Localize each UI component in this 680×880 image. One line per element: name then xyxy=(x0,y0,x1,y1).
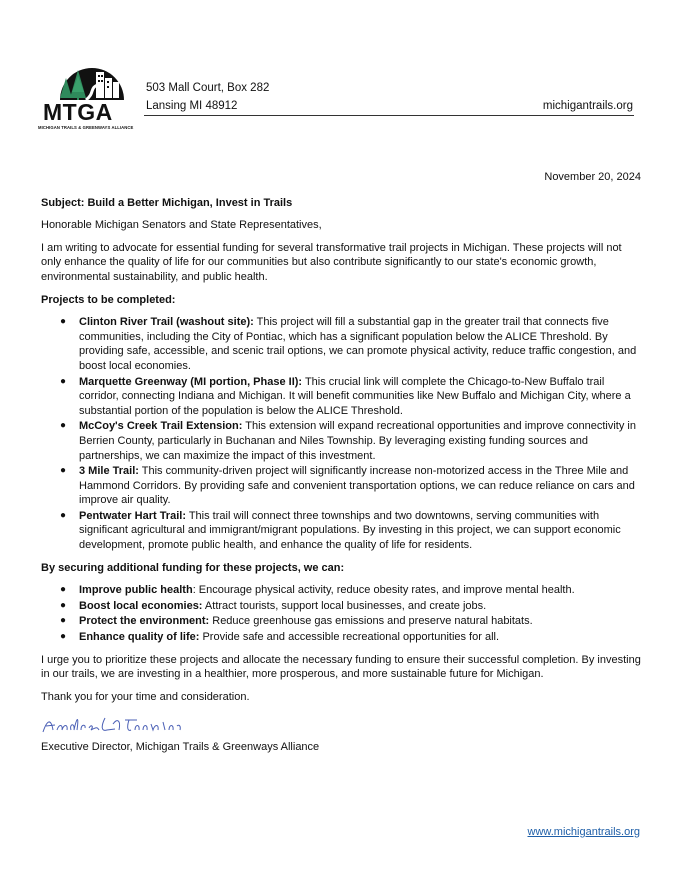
address-street: 503 Mall Court, Box 282 xyxy=(146,82,270,94)
bullet-icon: ● xyxy=(60,509,67,521)
list-item xyxy=(41,583,641,598)
projects-heading: Projects to be completed: xyxy=(41,293,176,306)
project-name: Pentwater Hart Trail: xyxy=(79,509,186,522)
footer-website-link[interactable]: www.michigantrails.org xyxy=(527,826,640,838)
bullet-icon: ● xyxy=(60,584,67,596)
letter-body xyxy=(41,170,641,763)
project-description: This trail will connect three townships and two downtowns, serving communities with significant agricultural and immigrant/migrant populations. By investing in this project, we can support economic development, promote public health, and enhance the quality of life for residents. xyxy=(79,509,621,552)
bullet-icon: ● xyxy=(60,420,67,432)
benefits-list xyxy=(41,583,641,644)
signature-image xyxy=(41,712,201,738)
header-divider xyxy=(144,115,634,116)
bullet-icon: ● xyxy=(60,316,67,328)
logo-wordmark: MTGA xyxy=(43,99,113,125)
logo-subtitle: MICHIGAN TRAILS & GREENWAYS ALLIANCE xyxy=(38,125,134,130)
letterhead xyxy=(38,52,638,137)
benefit-name: Boost local economies: xyxy=(79,599,203,612)
list-item xyxy=(41,630,641,645)
header-website: michigantrails.org xyxy=(542,100,633,112)
thanks-line: Thank you for your time and consideration. xyxy=(41,690,250,703)
list-item xyxy=(41,464,641,508)
signature xyxy=(41,712,641,738)
mtga-logo xyxy=(38,52,134,134)
project-name: Clinton River Trail (washout site): xyxy=(79,316,254,329)
benefit-description: Provide safe and accessible recreational opportunities for all. xyxy=(199,631,500,644)
list-item xyxy=(41,509,641,553)
letter-date: November 20, 2024 xyxy=(544,171,641,183)
intro-paragraph: I am writing to advocate for essential funding for several transformative trail projects in Michigan. These projects will not only enhance the quality of life for our communities but also contribute significantly to our state's economic growth, environmental sustainability, and public health. xyxy=(41,241,622,283)
address-city: Lansing MI 48912 xyxy=(146,100,238,112)
benefit-description: Reduce greenhouse gas emissions and preserve natural habitats. xyxy=(209,615,533,628)
list-item xyxy=(41,315,641,373)
benefit-description: Attract tourists, support local businesses, and create jobs. xyxy=(202,599,487,612)
benefit-name: Protect the environment: xyxy=(79,615,210,628)
project-name: McCoy's Creek Trail Extension: xyxy=(79,420,243,433)
signer-title: Executive Director, Michigan Trails & Greenways Alliance xyxy=(41,741,320,754)
benefit-name: Improve public health xyxy=(79,584,193,597)
benefit-name: Enhance quality of life: xyxy=(79,631,200,644)
project-description: This community-driven project will significantly increase non-motorized access in the Three Mile and Hammond Corridors. By providing safe and convenient transportation options, we can reduce reliance on cars and improve air quality. xyxy=(79,465,635,507)
subject-line: Subject: Build a Better Michigan, Invest in Trails xyxy=(41,196,293,209)
salutation: Honorable Michigan Senators and State Representatives, xyxy=(41,219,322,232)
bullet-icon: ● xyxy=(60,631,67,643)
list-item xyxy=(41,375,641,419)
project-description: This crucial link will complete the Chicago-to-New Buffalo trail corridor, connecting Indiana and Michigan. It will benefit communities like New Buffalo and Michigan City, where a substantial portion of the population is below the ALICE Threshold. xyxy=(79,375,631,417)
list-item xyxy=(41,599,641,614)
bullet-icon: ● xyxy=(60,465,67,477)
bullet-icon: ● xyxy=(60,599,67,611)
bullet-icon: ● xyxy=(60,375,67,387)
benefits-heading: By securing additional funding for these projects, we can: xyxy=(41,561,345,574)
project-name: Marquette Greenway (MI portion, Phase II): xyxy=(79,375,303,388)
list-item xyxy=(41,419,641,463)
benefit-description: : Encourage physical activity, reduce obesity rates, and improve mental health. xyxy=(192,584,575,597)
project-description: This project will fill a substantial gap in the greater trail that connects five communities, including the City of Pontiac, which has a significant population below the ALICE Threshold. By providing safe, accessible, and scenic trail options, we can promote physical activity, reduce traffic congestion, and boost local economies. xyxy=(79,316,637,372)
trail-landscape-icon xyxy=(38,52,130,102)
bullet-icon: ● xyxy=(60,615,67,627)
project-name: 3 Mile Trail: xyxy=(79,465,139,478)
projects-list xyxy=(41,315,641,553)
project-description: This extension will expand recreational opportunities and improve connectivity in Berrien County, particularly in Buchanan and Niles Township. By leveraging existing funding sources and partnerships, we can maximize the impact of this investment. xyxy=(79,420,636,462)
list-item xyxy=(41,614,641,629)
closing-paragraph: I urge you to prioritize these projects and allocate the necessary funding to ensure their successful completion. By investing in our trails, we are investing in a healthier, more prosperous, and more sustainable future for Michigan. xyxy=(41,653,641,681)
